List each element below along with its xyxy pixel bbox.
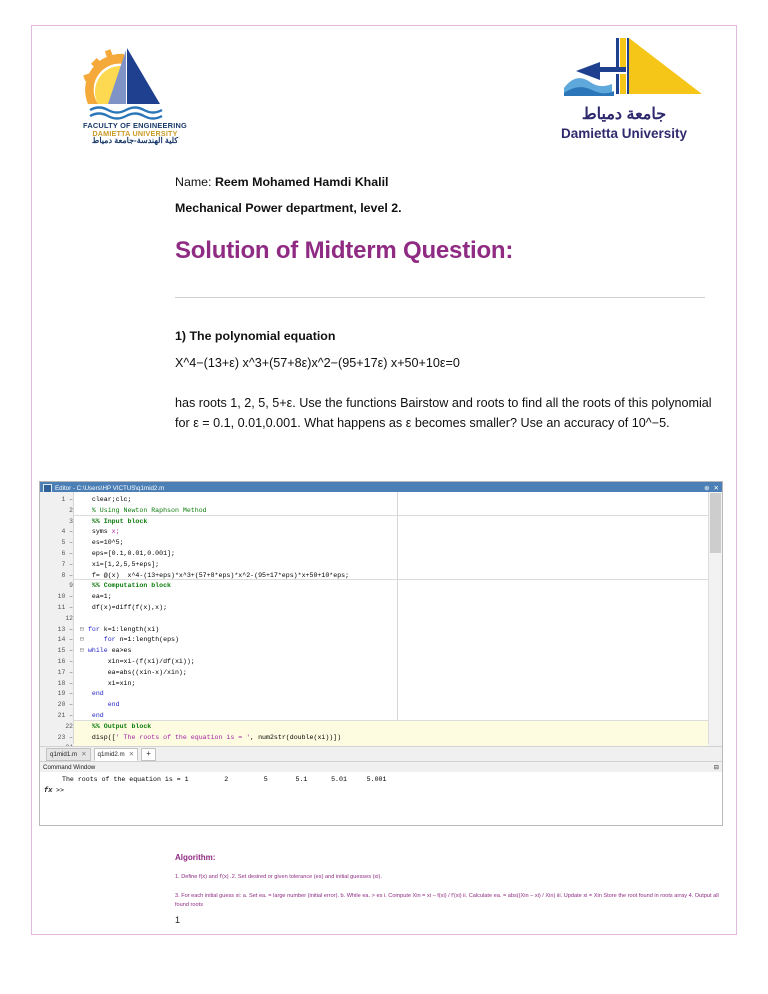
- fold-spacer: [80, 582, 92, 589]
- code-line[interactable]: [80, 495, 131, 506]
- divider-top: [175, 297, 705, 298]
- fold-spacer: [80, 604, 92, 611]
- fold-spacer: [80, 561, 92, 568]
- university-name-ar: جامعة دمياط: [581, 106, 667, 123]
- code-token: % Using Newton Raphson Method: [91, 506, 207, 514]
- minimize-icon[interactable]: ⊕: [704, 484, 710, 492]
- indent: [92, 701, 108, 708]
- line-number: 8 –: [61, 571, 73, 579]
- line-number: 7 –: [61, 560, 73, 568]
- fold-toggle-icon[interactable]: ⊟: [80, 636, 88, 644]
- command-output: The roots of the equation is = 1 2 5 5.1 5.01 5.001: [62, 776, 387, 783]
- fold-toggle-icon[interactable]: ⊟: [80, 647, 88, 655]
- command-prompt[interactable]: >>: [56, 787, 64, 794]
- code-token: while: [87, 647, 112, 655]
- code-line[interactable]: [80, 549, 175, 560]
- line-number: 3: [69, 517, 73, 525]
- code-line[interactable]: [80, 603, 167, 614]
- question-body: has roots 1, 2, 5, 5+ε. Use the functions Bairstow and roots to find all the roots of this polynomial for ε = 0.1, 0.01,0.001. What happens as ε becomes smaller? Use an accuracy of 10^−5.: [175, 396, 712, 430]
- line-number: 22: [65, 722, 73, 730]
- fold-spacer: [80, 701, 92, 708]
- matlab-window-title: Editor - C:\Users\HP VICTUS\q1mid2.m: [55, 484, 165, 492]
- name-label: Name:: [175, 175, 212, 189]
- university-name-en: Damietta University: [560, 126, 688, 141]
- department-line: Mechanical Power department, level 2.: [175, 201, 402, 215]
- fold-toggle-icon[interactable]: ⊟: [80, 625, 88, 633]
- faculty-logo: [60, 34, 210, 146]
- line-number: 21 –: [57, 712, 73, 719]
- fold-spacer: [80, 593, 92, 600]
- code-line[interactable]: [80, 625, 159, 636]
- line-number: 9: [69, 582, 73, 590]
- code-line[interactable]: [80, 689, 104, 700]
- faculty-name-en: FACULTY OF ENGINEERING: [83, 121, 187, 130]
- line-number: 20 –: [57, 701, 73, 709]
- code-line[interactable]: [80, 517, 147, 528]
- code-line[interactable]: [80, 711, 104, 722]
- close-icon[interactable]: ✕: [713, 484, 719, 492]
- line-number: 18 –: [57, 679, 73, 687]
- editor-tab-label: q1mid1.m: [50, 750, 78, 758]
- algorithm-heading: Algorithm:: [175, 853, 216, 862]
- line-number: 19 –: [57, 690, 73, 698]
- fold-spacer: [80, 615, 92, 622]
- fold-spacer: [80, 496, 92, 503]
- algorithm-step-1: 1. Define f(x) and f'(x) .2. Set desired or given tolerance (es) and initial guesses (xi).: [175, 874, 382, 880]
- fold-spacer: [80, 658, 92, 665]
- code-token: xi=xin;: [107, 679, 136, 687]
- line-number: 17 –: [57, 668, 73, 676]
- code-token: n=1:length(eps): [119, 636, 179, 644]
- tab-close-icon[interactable]: ✕: [128, 751, 135, 758]
- code-line[interactable]: [80, 592, 112, 603]
- matlab-editor-window: [39, 481, 723, 826]
- code-token: es=10^5;: [91, 539, 124, 547]
- scrollbar-thumb[interactable]: [710, 493, 721, 553]
- document-page: [31, 25, 737, 935]
- line-number: 15 –: [57, 647, 73, 655]
- fold-spacer: [80, 572, 92, 579]
- indent: [92, 669, 108, 676]
- code-token: clear;clc;: [91, 496, 132, 503]
- page-number: 1: [175, 915, 181, 925]
- code-line[interactable]: [80, 733, 341, 744]
- code-token: xi=[1,2,5,5+eps];: [91, 560, 160, 568]
- document-header: [32, 26, 736, 146]
- code-line[interactable]: [80, 722, 151, 733]
- code-line[interactable]: [80, 614, 92, 625]
- question-heading: 1) The polynomial equation: [175, 329, 336, 343]
- code-line[interactable]: [80, 657, 195, 668]
- page-title: Solution of Midterm Question:: [175, 237, 514, 264]
- editor-tab[interactable]: [94, 748, 139, 761]
- code-token: end: [107, 701, 120, 709]
- faculty-name-ar: كلية الهندسة-جامعة دمياط: [91, 136, 179, 146]
- code-token: disp([: [91, 733, 116, 741]
- code-token: f= @(x) x^4-(13+eps)*x^3+(57+8*eps)*x^2-(95+17*eps)*x+50+10*eps;: [91, 571, 350, 579]
- indent: [92, 680, 108, 687]
- fold-spacer: [80, 669, 92, 676]
- code-token: x;: [111, 528, 120, 536]
- line-number: 2: [69, 506, 73, 514]
- code-token: %% Computation block: [91, 582, 172, 590]
- code-token: end: [91, 712, 104, 719]
- fold-spacer: [80, 712, 92, 719]
- code-line[interactable]: [80, 700, 120, 711]
- code-line[interactable]: [80, 668, 187, 679]
- code-line[interactable]: [80, 560, 159, 571]
- code-line[interactable]: [80, 646, 131, 657]
- command-window-label: Command Window: [43, 763, 96, 771]
- line-number: 12: [65, 614, 73, 622]
- fold-spacer: [80, 550, 92, 557]
- code-line[interactable]: [80, 635, 179, 646]
- code-line[interactable]: [80, 538, 124, 549]
- line-number: 6 –: [61, 550, 73, 557]
- code-line[interactable]: [80, 743, 92, 744]
- code-editor[interactable]: [40, 492, 722, 744]
- damietta-sail-icon: [534, 36, 714, 113]
- line-number: 14 –: [57, 636, 73, 644]
- editor-tab[interactable]: [46, 748, 91, 761]
- editor-scrollbar[interactable]: [708, 492, 722, 744]
- code-line[interactable]: [80, 679, 135, 690]
- line-number: 16 –: [57, 658, 73, 665]
- university-logo: [534, 36, 714, 146]
- command-window-minimize-icon[interactable]: ⊟: [713, 763, 719, 771]
- student-name-line: [175, 175, 388, 189]
- code-token: ' The roots of the equation is = ': [115, 733, 251, 741]
- fold-spacer: [80, 539, 92, 546]
- fold-spacer: [80, 723, 92, 730]
- line-number: 23 –: [57, 733, 73, 741]
- code-token: ea=1;: [91, 593, 112, 601]
- code-token: , num2str(double(xi))]): [250, 733, 342, 741]
- faculty-crest-icon: [68, 34, 186, 126]
- code-token: df(x)=diff(f(x),x);: [91, 604, 168, 611]
- indent: [92, 658, 108, 665]
- student-name-value: Reem Mohamed Hamdi Khalil: [214, 175, 389, 189]
- university-name-en: DAMIETTA UNIVERSITY: [92, 128, 178, 138]
- code-token: for: [103, 636, 120, 644]
- code-line[interactable]: [80, 527, 120, 538]
- code-token: xin=xi-(f(xi)/df(xi));: [107, 658, 195, 665]
- code-token: %% Input block: [91, 517, 148, 525]
- editor-tab-bar[interactable]: [40, 746, 722, 761]
- command-window[interactable]: [40, 772, 722, 825]
- line-number: 10 –: [57, 593, 73, 601]
- code-token: end: [91, 690, 104, 698]
- code-token: eps=[0.1,0.01,0.001];: [91, 550, 175, 557]
- new-tab-button[interactable]: +: [141, 748, 156, 761]
- fold-spacer: [80, 528, 92, 535]
- code-token: k=1:length(xi): [103, 625, 160, 633]
- tab-close-icon[interactable]: ✕: [81, 751, 87, 758]
- code-token: for: [87, 625, 104, 633]
- code-token: ea=abs((xin-x)/xin);: [107, 668, 187, 676]
- code-text-area[interactable]: [74, 492, 708, 744]
- code-line[interactable]: [80, 581, 171, 592]
- code-token: ea>es: [111, 647, 132, 655]
- code-token: syms: [91, 528, 112, 536]
- code-line[interactable]: [80, 571, 349, 582]
- question-equation: X^4−(13+ε) x^3+(57+8ε)x^2−(95+17ε) x+50+10ε=0: [175, 356, 460, 370]
- indent: [88, 636, 104, 643]
- line-number: 13 –: [57, 625, 73, 633]
- line-number: 11 –: [57, 604, 73, 611]
- algorithm-step-2: 3. For each initial guess xi: a. Set ea. = large number (initial error). b. While ea. > es i. Compute Xin = xi – f(xi) / f'(xi) ii. Calculate ea. = abs((Xin – xi) / Xin) iii. Update xi = Xin Store the root found in roots array 4. Output all found roots: [175, 893, 719, 908]
- code-token: %% Output block: [91, 722, 152, 730]
- fold-spacer: [80, 734, 92, 741]
- fold-spacer: [80, 518, 92, 525]
- editor-tab-label: q1mid2.m: [97, 750, 125, 758]
- code-line[interactable]: [80, 506, 207, 517]
- fx-icon: fx: [44, 787, 53, 795]
- fold-spacer: [80, 690, 92, 697]
- fold-spacer: [80, 507, 92, 514]
- fold-spacer: [80, 680, 92, 687]
- line-number: 5 –: [61, 539, 73, 547]
- line-number: 4 –: [61, 528, 73, 536]
- line-number: 1 –: [61, 496, 73, 503]
- faculty-logo-text: [60, 122, 210, 146]
